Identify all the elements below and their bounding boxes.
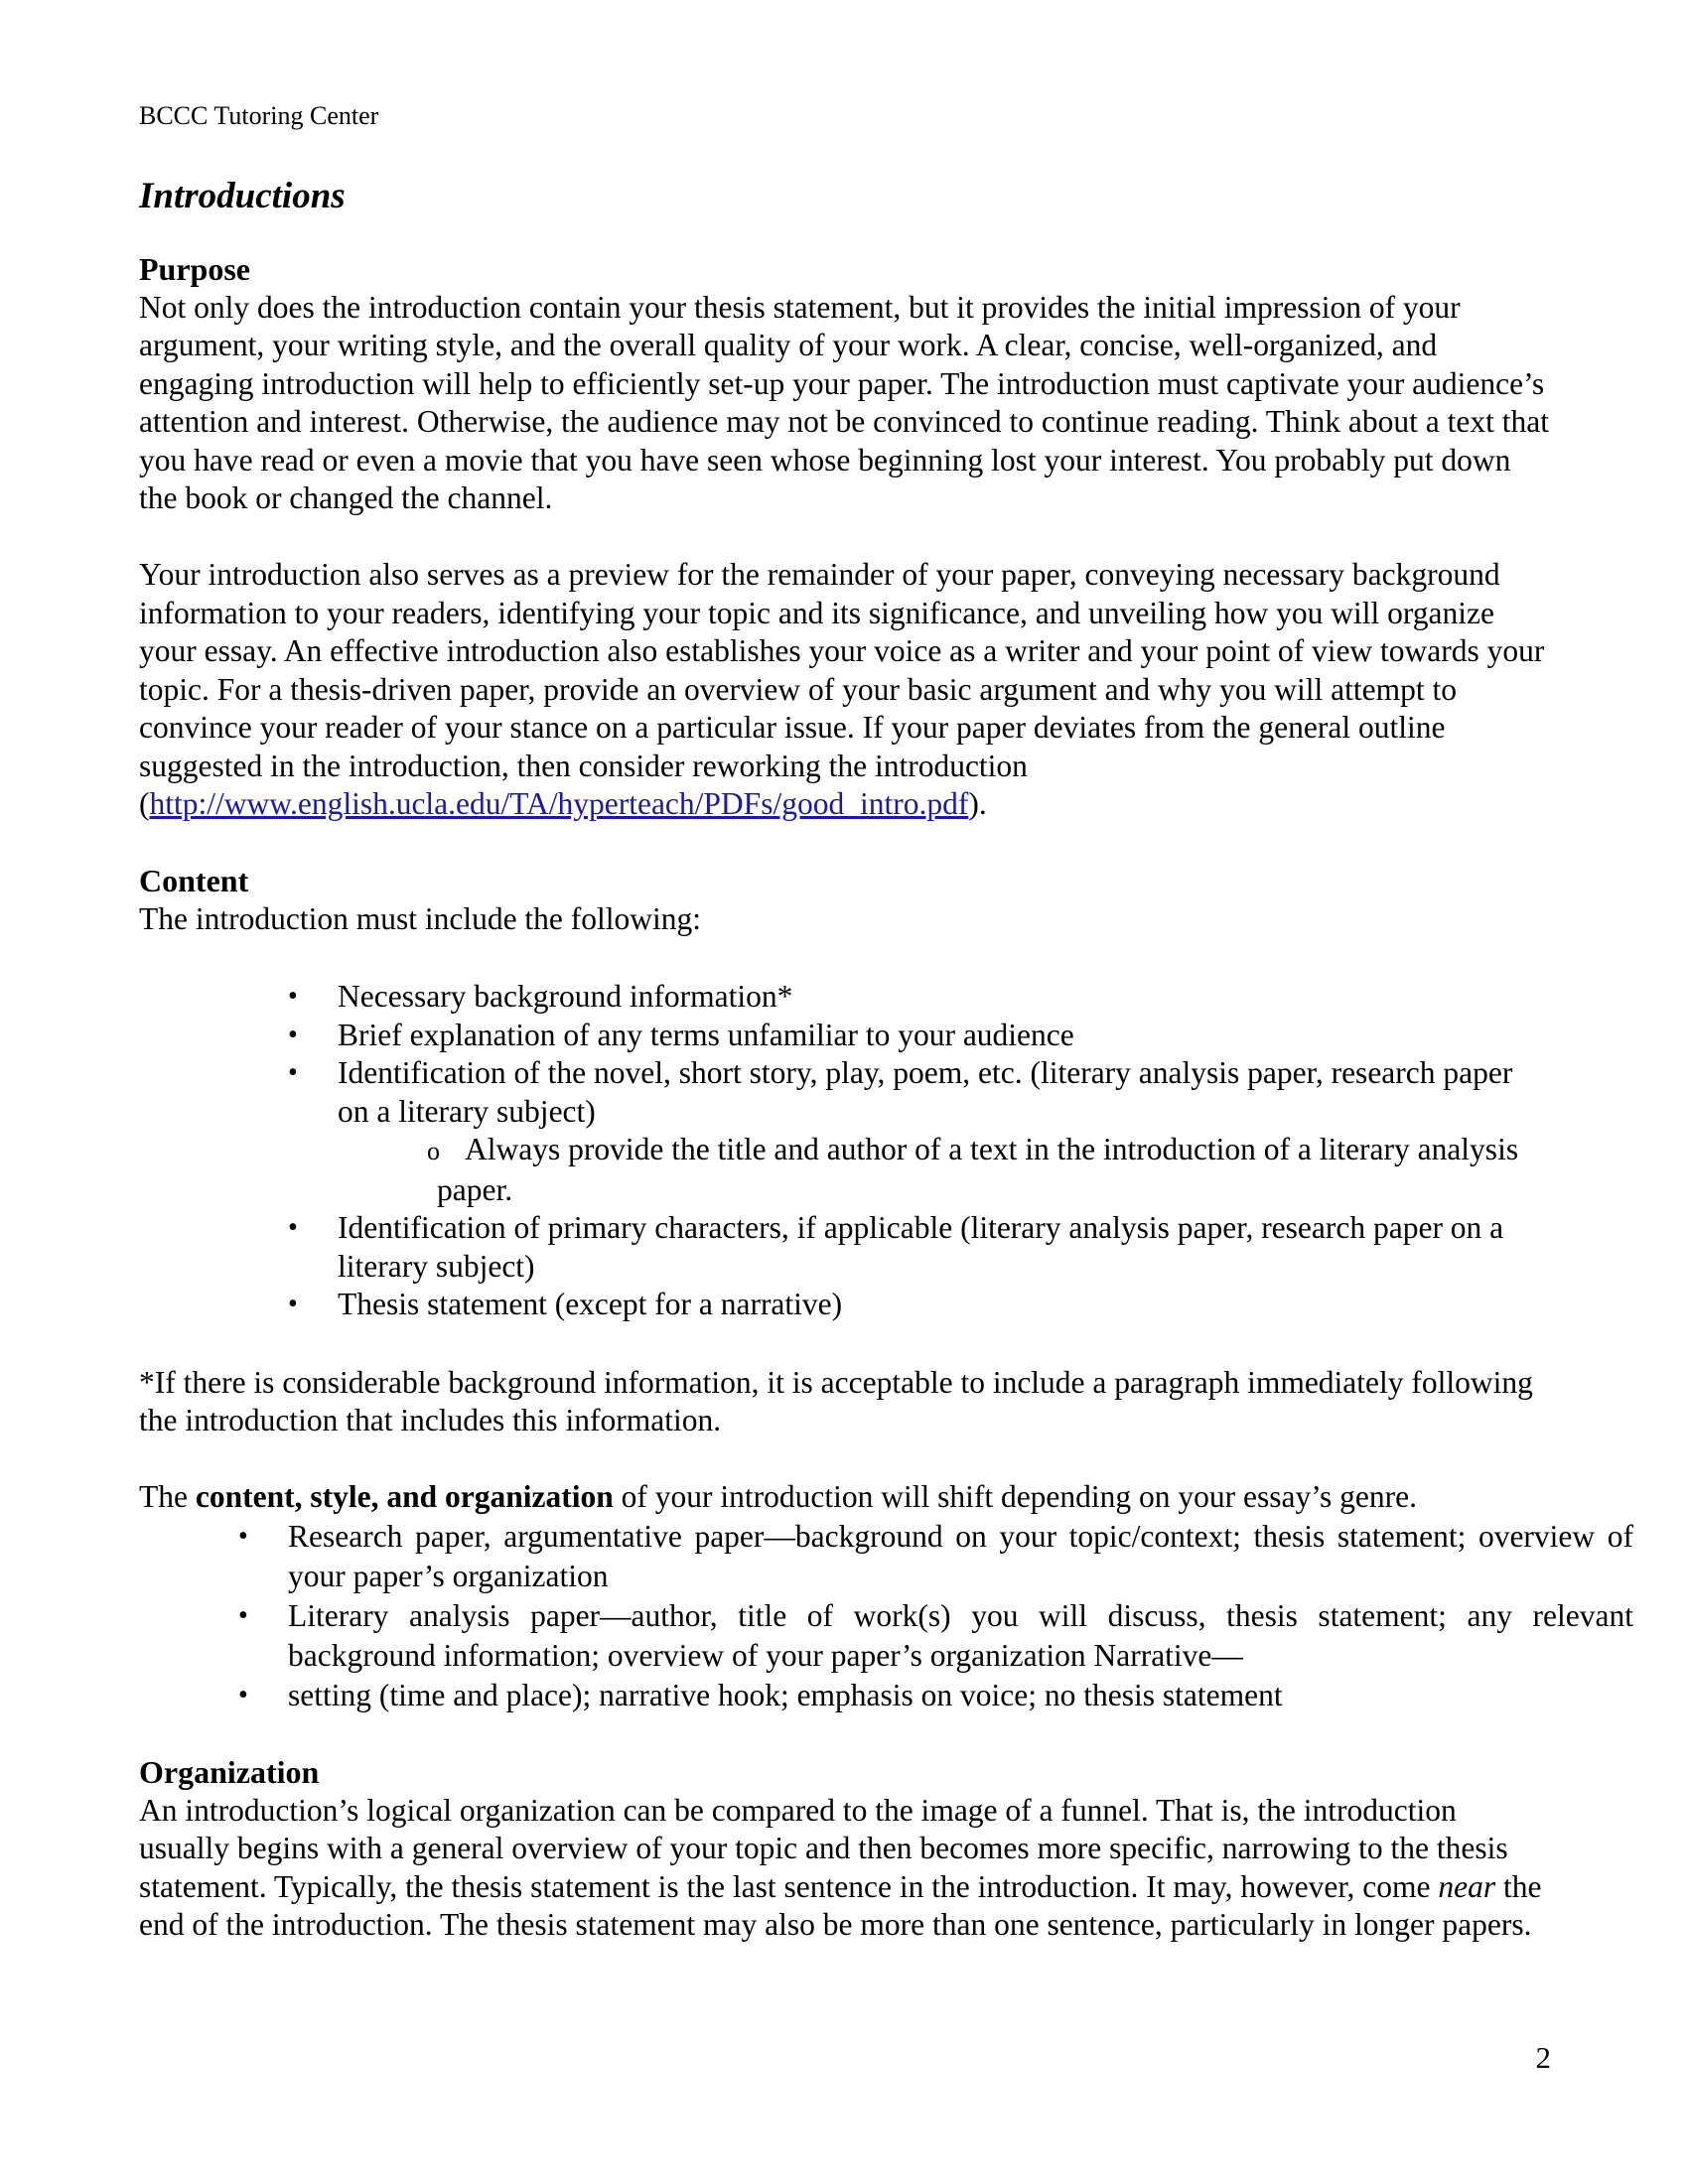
list-item-text: Identification of the novel, short story, play, poem, etc. (literary analysis paper, research paper on a literary subject): [338, 1055, 1513, 1129]
content-requirements-list: [139, 978, 1549, 1324]
bullet-icon: •: [238, 1599, 248, 1631]
document-page: [139, 97, 1633, 1945]
list-item: [288, 1209, 1549, 1286]
genre-list-item: [238, 1676, 1633, 1715]
ucla-intro-link[interactable]: http://www.english.ucla.edu/TA/hyperteach/PDFs/good_intro.pdf: [149, 786, 969, 821]
list-item: [288, 1054, 1549, 1209]
background-footnote: *If there is considerable background information, it is acceptable to include a paragraph immediately following the introduction that includes this information.: [139, 1364, 1533, 1437]
organization-heading: Organization: [139, 1754, 320, 1790]
list-item: [288, 1286, 1549, 1324]
genre-list-item-text: setting (time and place); narrative hook; emphasis on voice; no thesis statement: [288, 1677, 1283, 1712]
list-item-text: Brief explanation of any terms unfamiliar to your audience: [338, 1017, 1074, 1052]
list-item-text: Identification of primary characters, if applicable (literary analysis paper, research paper on a literary subject): [338, 1210, 1504, 1284]
genre-list-item: [238, 1517, 1633, 1596]
genre-list-item-text: Literary analysis paper—author, title of work(s) you will discuss, thesis statement; any relevant background information; overview of your paper’s organization Narrative—: [288, 1597, 1633, 1673]
content-heading: Content: [139, 863, 249, 898]
sub-list-item: [427, 1131, 1549, 1209]
organization-emphasis: near: [1438, 1868, 1496, 1904]
link-open-paren: (: [139, 786, 150, 821]
page-number: 2: [1535, 2040, 1551, 2075]
list-item: [288, 1017, 1549, 1055]
hollow-bullet-icon: o: [427, 1137, 440, 1165]
list-item-text: Thesis statement (except for a narrative): [338, 1287, 843, 1321]
purpose-heading: Purpose: [139, 251, 250, 287]
bullet-icon: •: [238, 1679, 248, 1710]
genre-list: [139, 1517, 1633, 1715]
list-item: [288, 978, 1549, 1017]
bullet-icon: •: [288, 1289, 298, 1319]
genre-list-item-text: Research paper, argumentative paper—background on your topic/context; thesis statement; overview of your paper’s organization: [288, 1518, 1633, 1593]
organization-text-post: the end of the introduction. The thesis statement may also be more than one sentence, particularly in longer papers.: [139, 1868, 1542, 1942]
genre-intro-post: of your introduction will shift depending on your essay’s genre.: [621, 1479, 1417, 1514]
link-close-paren: ).: [968, 786, 987, 821]
bullet-icon: •: [288, 1057, 298, 1088]
running-header: BCCC Tutoring Center: [139, 101, 379, 130]
sub-list: [338, 1131, 1549, 1209]
purpose-paragraph-1: Not only does the introduction contain your thesis statement, but it provides the initial impression of your argument, your writing style, and the overall quality of your work. A clear, concise, well-organized, and engaging introduction will help to efficiently set-up your paper. The introduction must captivate your audience’s attention and interest. Otherwise, the audience may not be convinced to continue reading. Think about a text that you have read or even a movie that you have seen whose beginning lost your interest. You probably put down the book or changed the channel.: [139, 289, 1549, 515]
organization-text-pre: An introduction’s logical organization can be compared to the image of a funnel. That is, the introduction usually begins with a general overview of your topic and then becomes more specific, narrowing to the thesis statement. Typically, the thesis statement is the last sentence in the introduction. It may, however, come: [139, 1792, 1508, 1904]
organization-paragraph: [139, 1792, 1549, 1945]
genre-intro-pre: The: [139, 1479, 188, 1514]
bullet-icon: •: [288, 1212, 298, 1243]
content-intro: The introduction must include the following:: [139, 900, 702, 936]
purpose-paragraph-2: [139, 556, 1549, 824]
genre-intro-bold: content, style, and organization: [195, 1479, 614, 1514]
page-title: Introductions: [139, 176, 346, 216]
bullet-icon: •: [288, 981, 298, 1012]
genre-list-item: [238, 1596, 1633, 1676]
sub-list-item-text: Always provide the title and author of a text in the introduction of a literary analysis paper.: [437, 1132, 1519, 1207]
purpose-paragraph-2-text: Your introduction also serves as a preview for the remainder of your paper, conveying necessary background information to your readers, identifying your topic and its significance, and unveiling how you will organize your essay. An effective introduction also establishes your voice as a writer and your point of view towards your topic. For a thesis-driven paper, provide an overview of your basic argument and why you will attempt to convince your reader of your stance on a particular issue. If your paper deviates from the general outline suggested in the introduction, then consider reworking the introduction: [139, 557, 1545, 783]
list-item-text: Necessary background information*: [338, 979, 793, 1014]
bullet-icon: •: [238, 1520, 248, 1552]
bullet-icon: •: [288, 1019, 298, 1050]
genre-intro-paragraph: [139, 1478, 1549, 1517]
